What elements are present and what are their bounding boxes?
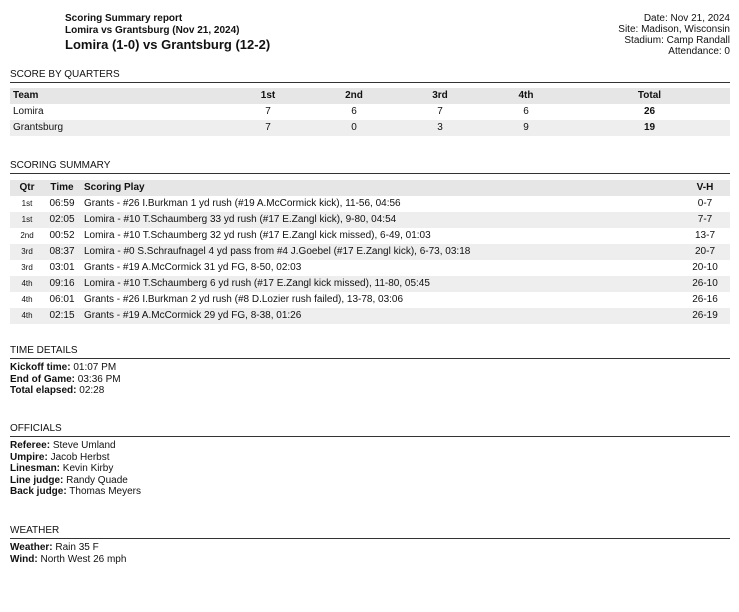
column-header: Qtr bbox=[10, 180, 44, 196]
list-item bbox=[10, 542, 730, 554]
table-row bbox=[10, 212, 730, 228]
section-title: SCORE BY QUARTERS bbox=[10, 69, 730, 83]
item-label: Line judge: bbox=[10, 474, 64, 486]
column-header: Time bbox=[44, 180, 80, 196]
item-label: Total elapsed: bbox=[10, 385, 77, 396]
running-score: 20-7 bbox=[680, 244, 730, 260]
running-score: 20-10 bbox=[692, 262, 718, 273]
scoring-play: Grants - #19 A.McCormick 29 yd FG, 8-38, 01:26 bbox=[80, 308, 680, 324]
score-by-quarters-table bbox=[10, 88, 730, 136]
item-label: Referee: bbox=[10, 440, 51, 451]
scoring-play: Lomira - #0 S.Schraufnagel 4 yd pass from #4 J.Goebel (#17 E.Zangl kick), 6-73, 03:18 bbox=[80, 244, 680, 260]
scoring-summary-table bbox=[10, 180, 730, 324]
table-header-row bbox=[10, 88, 730, 104]
quarter-score: 6 bbox=[351, 106, 357, 117]
item-value: Randy Quade bbox=[66, 474, 128, 486]
scoring-summary-section bbox=[10, 160, 730, 324]
quarter-score: 7 bbox=[225, 120, 311, 136]
column-header: V-H bbox=[680, 180, 730, 196]
time: 08:37 bbox=[44, 244, 80, 260]
scoring-play: Grants - #26 I.Burkman 2 yd rush (#8 D.Lozier rush failed), 13-78, 03:06 bbox=[84, 294, 404, 305]
list-item bbox=[10, 463, 730, 475]
item-value: Jacob Herbst bbox=[50, 451, 110, 463]
item-value: Rain 35 F bbox=[55, 542, 99, 553]
quarter: 4th bbox=[10, 276, 44, 292]
game-attendance: Attendance: 0 bbox=[668, 46, 730, 57]
quarter: 2nd bbox=[20, 231, 34, 240]
item-label: Weather: bbox=[10, 542, 53, 553]
list-item bbox=[10, 475, 730, 487]
officials-section bbox=[10, 423, 730, 498]
time: 03:01 bbox=[49, 262, 75, 273]
game-date: Date: Nov 21, 2024 bbox=[643, 13, 730, 24]
section-title: WEATHER bbox=[10, 525, 730, 539]
weather-section bbox=[10, 525, 730, 565]
item-value: Thomas Meyers bbox=[69, 486, 141, 497]
list-item bbox=[10, 385, 730, 397]
running-score: 7-7 bbox=[680, 212, 730, 228]
scoring-play: Lomira - #10 T.Schaumberg 33 yd rush (#17 E.Zangl kick), 9-80, 04:54 bbox=[80, 212, 680, 228]
list-item bbox=[10, 374, 730, 386]
quarter-score: 7 bbox=[437, 106, 443, 117]
table-row bbox=[10, 104, 730, 120]
quarter-score: 3 bbox=[397, 120, 483, 136]
item-label: Linesman: bbox=[10, 463, 61, 474]
team-name: Grantsburg bbox=[10, 120, 225, 136]
time: 06:59 bbox=[49, 198, 75, 209]
time-details-list bbox=[10, 362, 730, 397]
section-title: SCORING SUMMARY bbox=[10, 160, 730, 174]
table-row bbox=[10, 292, 730, 308]
team-name: Lomira bbox=[13, 106, 44, 117]
time: 02:15 bbox=[44, 308, 80, 324]
column-header: Scoring Play bbox=[80, 180, 680, 196]
quarter: 4th bbox=[21, 295, 33, 304]
quarter-score: 6 bbox=[523, 106, 529, 117]
item-label: Umpire: bbox=[10, 451, 48, 463]
quarter: 3rd bbox=[21, 263, 33, 272]
item-value: North West 26 mph bbox=[40, 553, 127, 565]
quarter-score: 9 bbox=[483, 120, 569, 136]
report-header bbox=[65, 13, 270, 51]
section-title: TIME DETAILS bbox=[10, 345, 730, 359]
total-score: 26 bbox=[643, 106, 656, 117]
item-value: Steve Umland bbox=[52, 440, 116, 451]
matchup-line: Lomira vs Grantsburg (Nov 21, 2024) bbox=[65, 25, 240, 36]
table-row bbox=[10, 276, 730, 292]
time-details-section bbox=[10, 345, 730, 397]
quarter: 4th bbox=[10, 308, 44, 324]
scoring-play: Lomira - #10 T.Schaumberg 6 yd rush (#17 E.Zangl kick missed), 11-80, 05:45 bbox=[80, 276, 680, 292]
table-row bbox=[10, 120, 730, 136]
running-score: 26-19 bbox=[680, 308, 730, 324]
weather-list bbox=[10, 542, 730, 565]
table-row bbox=[10, 196, 730, 212]
time: 00:52 bbox=[49, 230, 75, 241]
quarter: 1st bbox=[10, 212, 44, 228]
item-value: Kevin Kirby bbox=[62, 463, 114, 474]
time: 02:05 bbox=[44, 212, 80, 228]
game-stadium: Stadium: Camp Randall bbox=[624, 35, 730, 46]
officials-list bbox=[10, 440, 730, 498]
item-label: Kickoff time: bbox=[10, 362, 71, 373]
game-site: Site: Madison, Wisconsin bbox=[618, 24, 730, 35]
scoring-play: Grants - #26 I.Burkman 1 yd rush (#19 A.McCormick kick), 11-56, 04:56 bbox=[84, 198, 401, 209]
list-item bbox=[10, 486, 730, 498]
column-header: 1st bbox=[225, 88, 311, 104]
table-row bbox=[10, 244, 730, 260]
scoring-play: Grants - #19 A.McCormick 31 yd FG, 8-50, 02:03 bbox=[84, 262, 302, 273]
time: 06:01 bbox=[49, 294, 75, 305]
list-item bbox=[10, 554, 730, 566]
column-header: 2nd bbox=[311, 88, 397, 104]
quarter-score: 7 bbox=[265, 106, 271, 117]
game-info bbox=[618, 13, 730, 57]
item-label: End of Game: bbox=[10, 373, 76, 385]
column-header: Total bbox=[569, 88, 730, 104]
item-value: 02:28 bbox=[79, 385, 105, 396]
time: 09:16 bbox=[44, 276, 80, 292]
running-score: 26-16 bbox=[692, 294, 718, 305]
table-row bbox=[10, 308, 730, 324]
list-item bbox=[10, 362, 730, 374]
report-title: Scoring Summary report bbox=[65, 13, 183, 24]
total-score: 19 bbox=[569, 120, 730, 136]
table-row bbox=[10, 260, 730, 276]
item-label: Wind: bbox=[10, 553, 38, 565]
running-score: 26-10 bbox=[680, 276, 730, 292]
item-value: 03:36 PM bbox=[77, 373, 121, 385]
quarter: 3rd bbox=[10, 244, 44, 260]
list-item bbox=[10, 452, 730, 464]
running-score: 0-7 bbox=[697, 198, 713, 209]
score-by-quarters-section bbox=[10, 69, 730, 136]
item-label: Back judge: bbox=[10, 486, 67, 497]
column-header: 4th bbox=[483, 88, 569, 104]
running-score: 13-7 bbox=[694, 230, 715, 241]
table-header-row bbox=[10, 180, 730, 196]
list-item bbox=[10, 440, 730, 452]
item-value: 01:07 PM bbox=[73, 362, 117, 373]
main-title: Lomira (1-0) vs Grantsburg (12-2) bbox=[65, 37, 271, 52]
column-header: Team bbox=[10, 88, 225, 104]
quarter-score: 0 bbox=[311, 120, 397, 136]
quarter: 1st bbox=[21, 199, 33, 208]
table-row bbox=[10, 228, 730, 244]
scoring-play: Lomira - #10 T.Schaumberg 32 yd rush (#17 E.Zangl kick missed), 6-49, 01:03 bbox=[84, 230, 431, 241]
section-title: OFFICIALS bbox=[10, 423, 730, 437]
column-header: 3rd bbox=[397, 88, 483, 104]
